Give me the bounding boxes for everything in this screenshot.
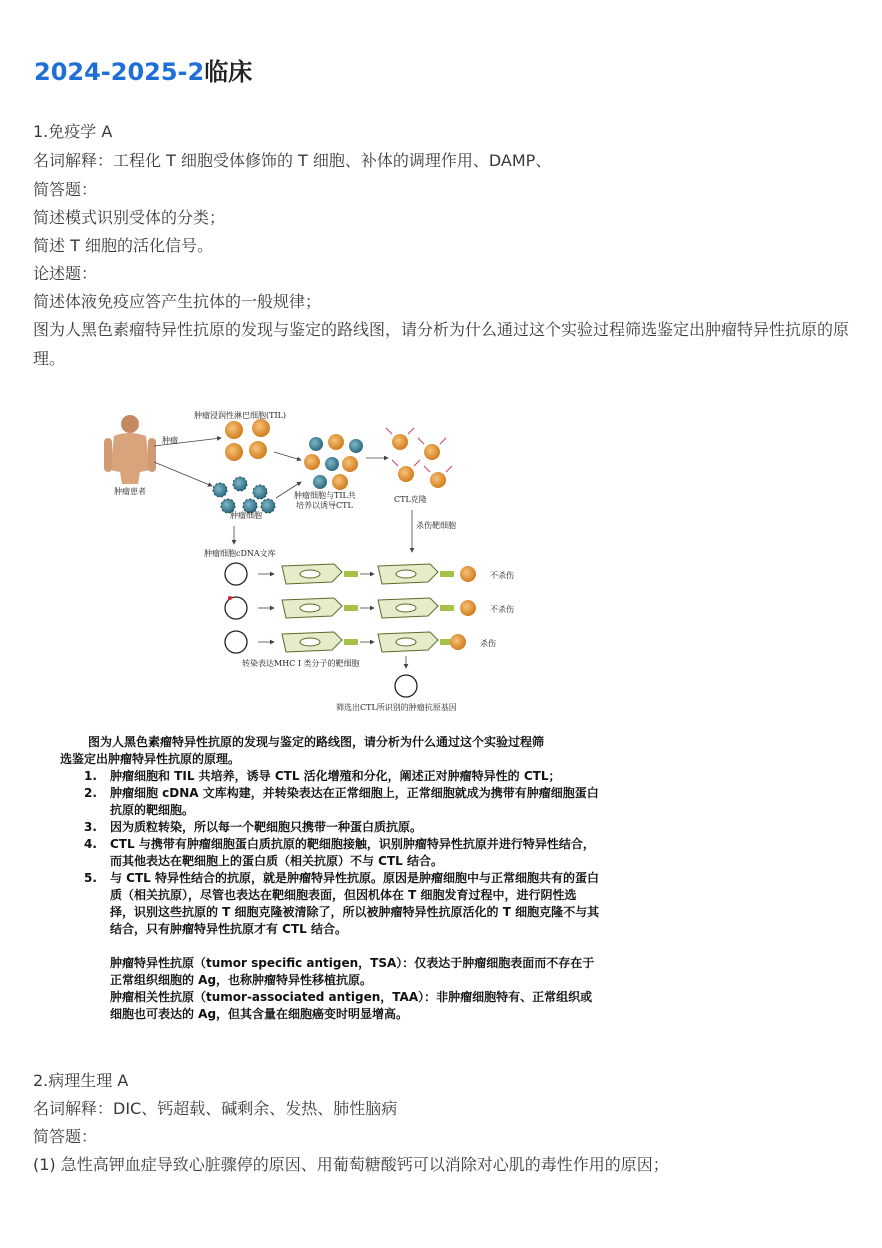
label-tumor-cell: 肿瘤细胞 [230, 511, 262, 520]
answer-head-2: 选鉴定出肿瘤特异性抗原的原理。 [60, 752, 241, 766]
label-coculture-2: 培养以诱导CTL [296, 501, 353, 510]
label-no-kill-1: 不杀伤 [490, 571, 514, 580]
tumor-antigen-diagram [96, 402, 536, 714]
coculture-cluster [304, 434, 363, 490]
label-coculture-1: 肿瘤细胞与TIL共 [294, 491, 356, 500]
title-year: 2024-2025-2 [34, 58, 205, 86]
patient-figure [104, 415, 156, 484]
tsa-definition: 肿瘤特异性抗原（tumor specific antigen，TSA）：仅表达于肿瘤细胞表面而不存在于正常组织细胞的 Ag，也称肿瘤特异性移植抗原。 [110, 956, 595, 987]
title-suffix: 临床 [204, 58, 253, 86]
answer-step: 4. CTL 与携带有肿瘤细胞蛋白质抗原的靶细胞接触，识别肿瘤特异性抗原并进行特异性结合，而其他表达在靶细胞上的蛋白质（相关抗原）不与 CTL 结合。 [84, 837, 595, 868]
section1-short-q2: 简述 T 细胞的活化信号。 [33, 236, 213, 255]
transfection-row-3 [225, 631, 466, 653]
label-ctl-clone: CTL克隆 [394, 495, 427, 504]
label-transfect: 转染表达MHC I 类分子的靶细胞 [242, 659, 360, 668]
answer-step: 3. 因为质粒转染，所以每一个靶细胞只携带一种蛋白质抗原。 [84, 820, 423, 834]
section2-short-label: 简答题： [33, 1127, 98, 1146]
section2-terms: 名词解释：DIC、钙超载、碱剩余、发热、肺性脑病 [33, 1099, 398, 1118]
label-patient: 肿瘤患者 [114, 487, 146, 496]
answer-head-1: 图为人黑色素瘤特异性抗原的发现与鉴定的路线图，请分析为什么通过这个实验过程筛 [88, 735, 545, 749]
section1-terms: 名词解释：工程化 T 细胞受体修饰的 T 细胞、补体的调理作用、DAMP、 [33, 151, 552, 170]
ctl-clones [386, 428, 452, 488]
page-title [34, 52, 252, 87]
tumor-cells [213, 477, 275, 513]
taa-definition: 肿瘤相关性抗原（tumor-associated antigen，TAA）：非肿瘤细胞特有、正常组织或细胞也可表达的 Ag，但其含量在细胞癌变时明显增高。 [110, 990, 593, 1021]
til-cells [225, 419, 270, 461]
answer-step: 1. 肿瘤细胞和 TIL 共培养，诱导 CTL 活化增殖和分化，阐述正对肿瘤特异性的 CTL； [84, 769, 561, 783]
answer-steps [60, 768, 600, 938]
transfection-row-1 [225, 563, 476, 585]
label-cdna: 肿瘤细胞cDNA文库 [204, 549, 276, 558]
transfection-row-2 [225, 596, 476, 619]
label-kill: 杀伤 [480, 639, 496, 648]
label-no-kill-2: 不杀伤 [490, 605, 514, 614]
section1-essay-label: 论述题： [33, 264, 98, 283]
section1-short-label: 简答题： [33, 180, 98, 199]
section1-essay-q1: 简述体液免疫应答产生抗体的一般规律； [33, 292, 322, 311]
answer-step: 2. 肿瘤细胞 cDNA 文库构建，并转染表达在正常细胞上，正常细胞就成为携带有肿瘤细胞蛋白抗原的靶细胞。 [84, 786, 599, 817]
label-tumor: 肿瘤 [162, 436, 178, 445]
label-til: 肿瘤浸润性淋巴细胞(TIL) [194, 411, 287, 420]
label-screen: 筛选出CTL所识别的肿瘤抗原基因 [336, 703, 457, 712]
section1-heading: 1.免疫学 A [33, 122, 113, 141]
answer-step: 5. 与 CTL 特异性结合的抗原，就是肿瘤特异性抗原。原因是肿瘤细胞中与正常细胞共有的蛋白质（相关抗原），尽管也表达在靶细胞表面，但因机体在 T 细胞发育过程中，进行阴性选择，识别这些抗原的 T 细胞克隆被清除了，所以被肿瘤特异性抗原活化的 T 细胞克隆不与其结合，只有肿瘤特异性抗原才有 CTL 结合。 [84, 871, 600, 936]
section1-short-q1: 简述模式识别受体的分类； [33, 208, 226, 227]
section1-essay-q2: 图为人黑色素瘤特异性抗原的发现与鉴定的路线图，请分析为什么通过这个实验过程筛选鉴定出肿瘤特异性抗原的原理。 [33, 320, 850, 368]
section2-short-q1: (1) 急性高钾血症导致心脏骤停的原因、用葡萄糖酸钙可以消除对心肌的毒性作用的原因； [33, 1155, 669, 1174]
answer-block [60, 734, 600, 1023]
section2-heading: 2.病理生理 A [33, 1071, 129, 1090]
selected-plasmid [395, 675, 417, 697]
label-kill-target: 杀伤靶细胞 [416, 521, 456, 530]
